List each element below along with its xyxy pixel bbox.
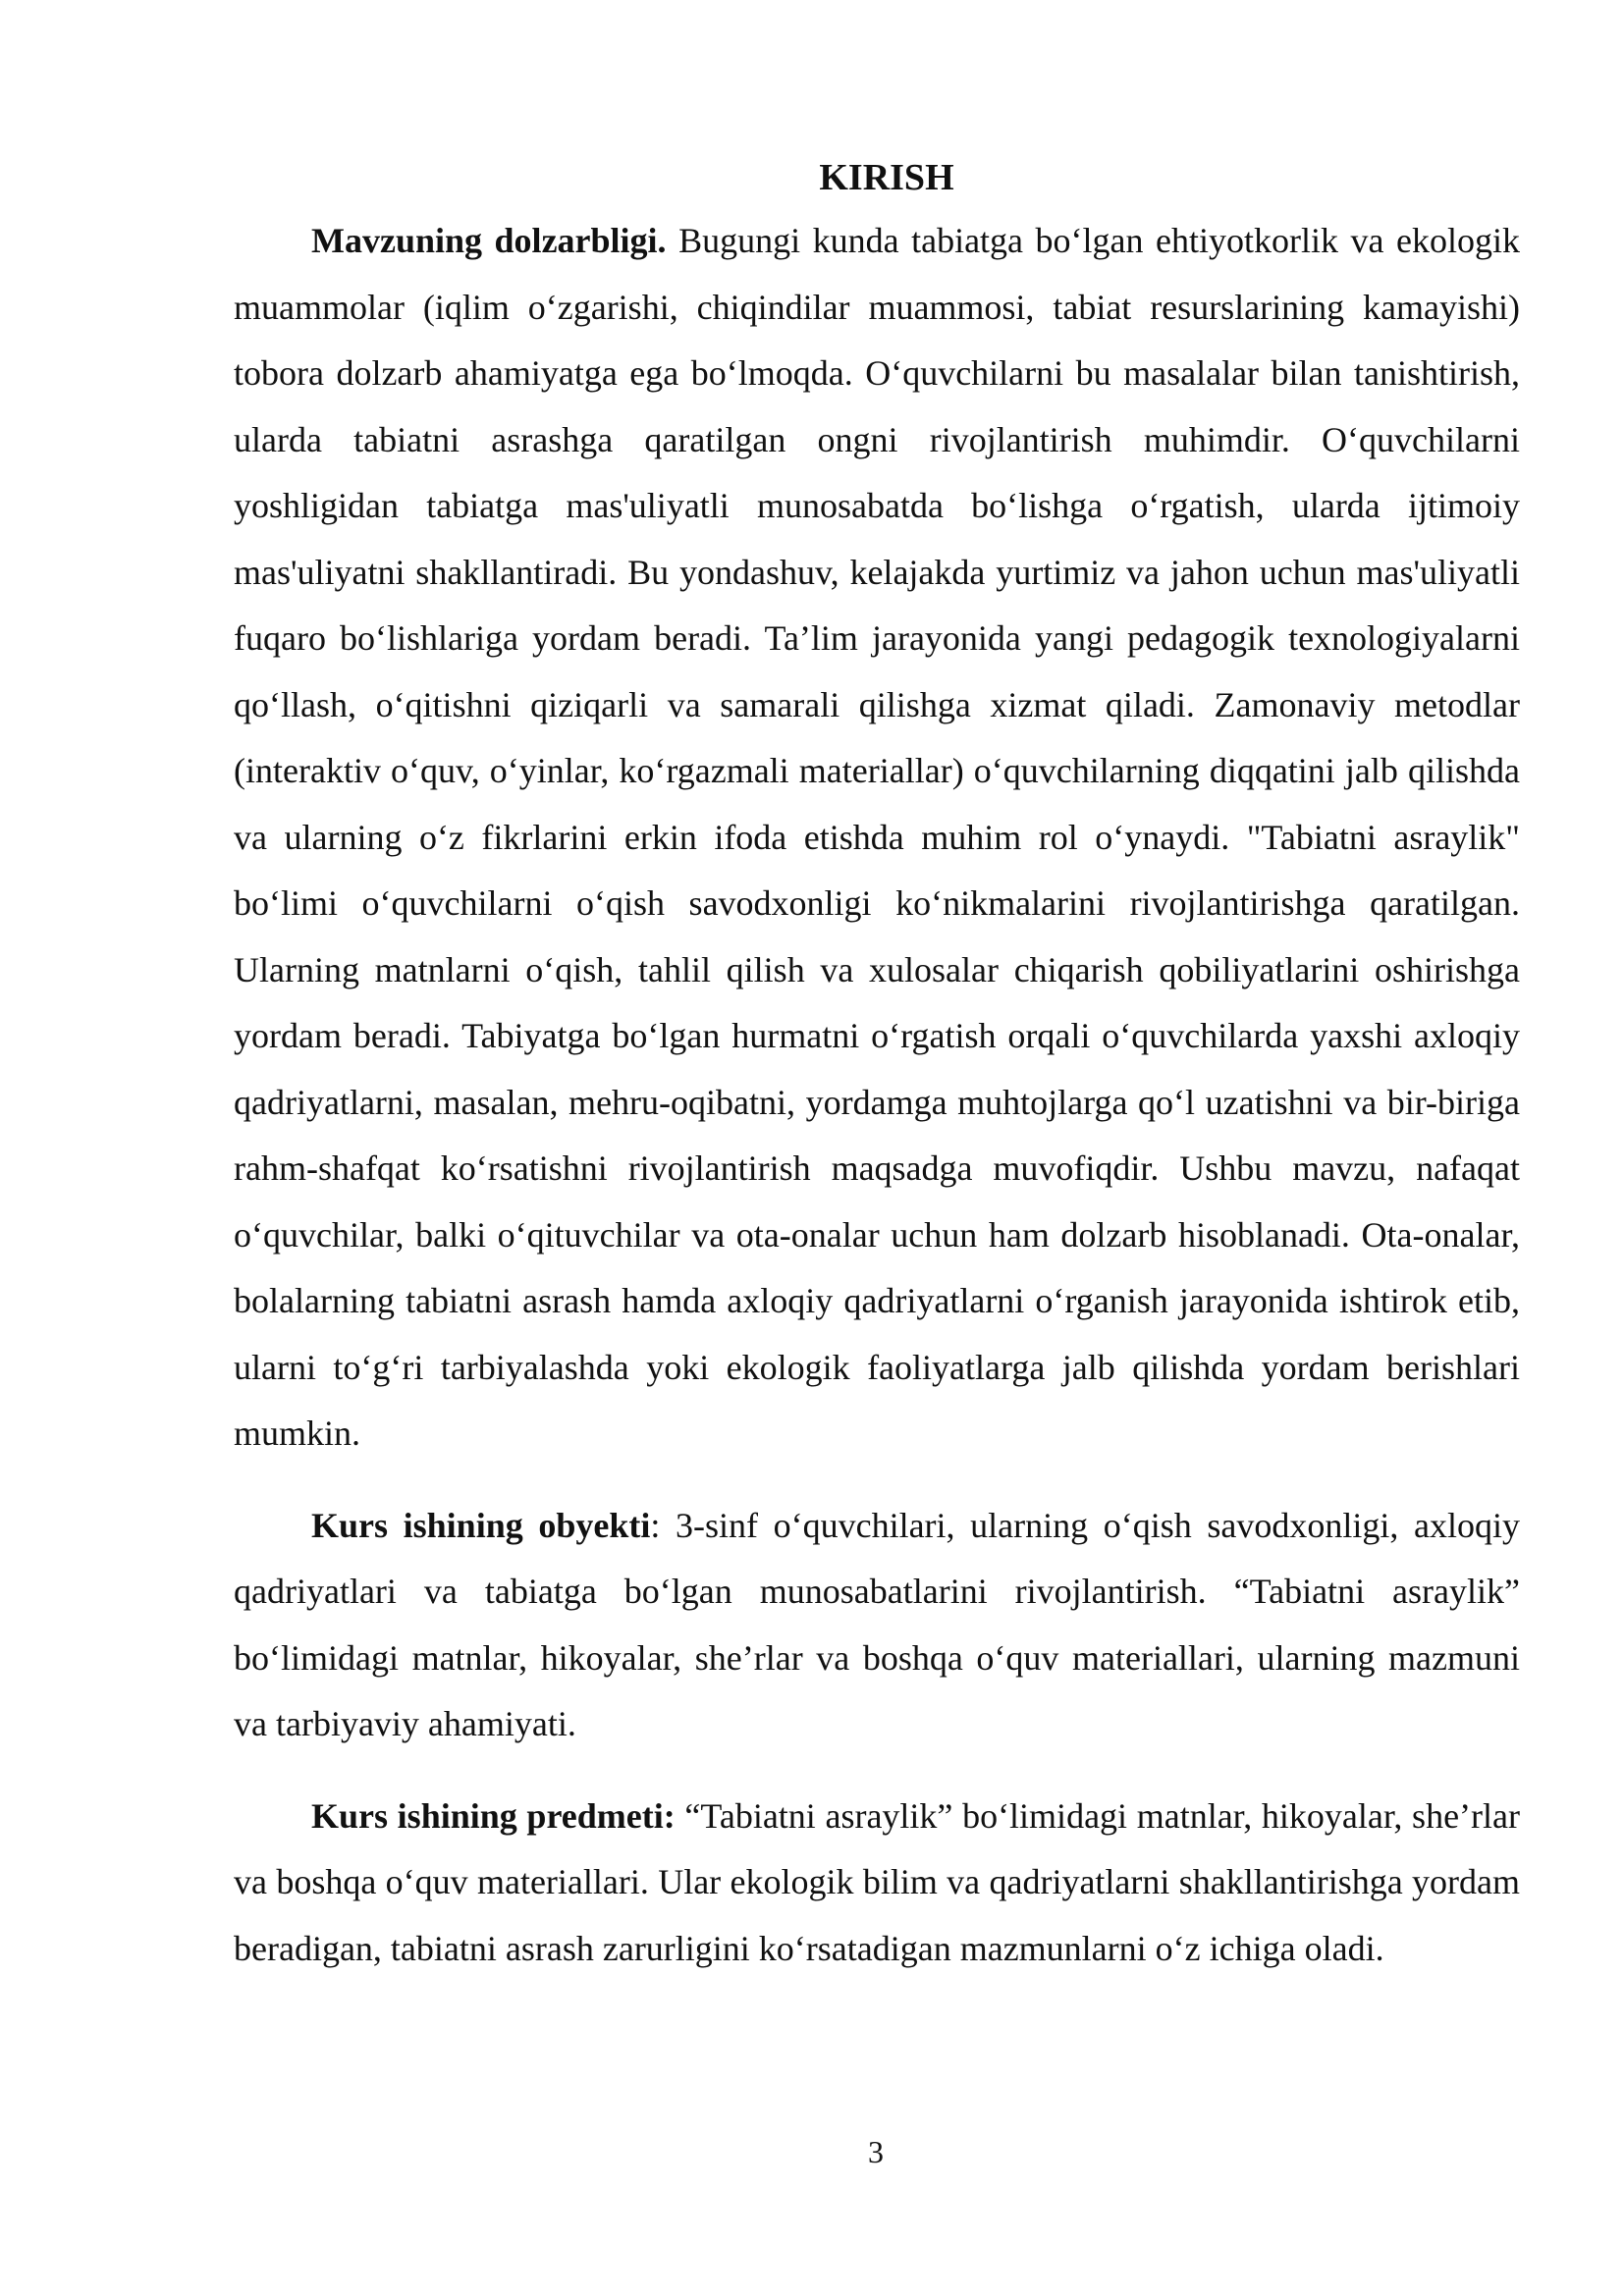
relevance-text: Bugungi kunda tabiatga bo‘lgan ehtiyotkorlik va ekologik muammolar (iqlim o‘zgarishi, chiqindilar muammosi, tabiat resurslarining kamayishi) tobora dolzarb ahamiyatga ega bo‘lmoqda. O‘quvchilarni bu masalalar bilan tanishtirish, ularda tabiatni asrashga qaratilgan ongni rivojlantirish muhimdir. O‘quvchilarni yoshligidan tabiatga mas'uliyatli munosabatda bo‘lishga o‘rgatish, ularda ijtimoiy mas'uliyatni shakllantiradi. Bu yondashuv, kelajakda yurtimiz va jahon uchun mas'uliyatli fuqaro bo‘lishlariga yordam beradi. Ta’lim jarayonida yangi pedagogik texnologiyalarni qo‘llash, o‘qitishni qiziqarli va samarali qilishga xizmat qiladi. Zamonaviy metodlar (interaktiv o‘quv, o‘yinlar, ko‘rgazmali materiallar) o‘quvchilarning diqqatini jalb qilishda va ularning o‘z fikrlarini erkin ifoda etishda muhim rol o‘ynaydi. "Tabiatni asraylik" bo‘limi o‘quvchilarni o‘qish savodxonligi ko‘nikmalarini rivojlantirishga qaratilgan. Ularning matnlarni o‘qish, tahlil qilish va xulosalar chiqarish qobiliyatlarini oshirishga yordam beradi. Tabiyatga bo‘lgan hurmatni o‘rgatish orqali o‘quvchilarda yaxshi axloqiy qadriyatlarni, masalan, mehru-oqibatni, yordamga muhtojlarga qo‘l uzatishni va bir-biriga rahm-shafqat ko‘rsatishni rivojlantirish maqsadga muvofiqdir. Ushbu mavzu, nafaqat o‘quvchilar, balki o‘qituvchilar va ota-onalar uchun ham dolzarb hisoblanadi. Ota-onalar, bolalarning tabiatni asrash hamda axloqiy qadriyatlarni o‘rganish jarayonida ishtirok etib, ularni to‘g‘ri tarbiyalashda yoki ekologik faoliyatlarga jalb qilishda yordam berishlari mumkin. xyxy=(234,221,1520,1453)
subject-paragraph xyxy=(234,1784,1520,1983)
object-text: : 3-sinf o‘quvchilari, ularning o‘qish savodxonligi, axloqiy qadriyatlari va tabiatga bo‘lgan munosabatlarini rivojlantirish. “Tabiatni asraylik” bo‘limidagi matnlar, hikoyalar, she’rlar va boshqa o‘quv materiallari, ularning mazmuni va tarbiyaviy ahamiyati. xyxy=(234,1505,1520,1743)
page-number: 3 xyxy=(868,2134,884,2169)
object-heading: Kurs ishining obyekti xyxy=(311,1505,651,1545)
relevance-heading: Mavzuning dolzarbligi. xyxy=(311,221,667,260)
page-title: KIRISH xyxy=(819,157,954,198)
relevance-paragraph xyxy=(234,208,1520,1468)
document-page xyxy=(234,147,1520,1982)
subject-text: “Tabiatni asraylik” bo‘limidagi matnlar, hikoyalar, she’rlar va boshqa o‘quv materiallari. Ular ekologik bilim va qadriyatlarni shakllantirishga yordam beradigan, tabiatni asrash zarurligini ko‘rsatadigan mazmunlarni o‘z ichiga oladi. xyxy=(234,1795,1520,1968)
object-paragraph xyxy=(234,1493,1520,1758)
subject-heading: Kurs ishining predmeti: xyxy=(311,1795,676,1836)
